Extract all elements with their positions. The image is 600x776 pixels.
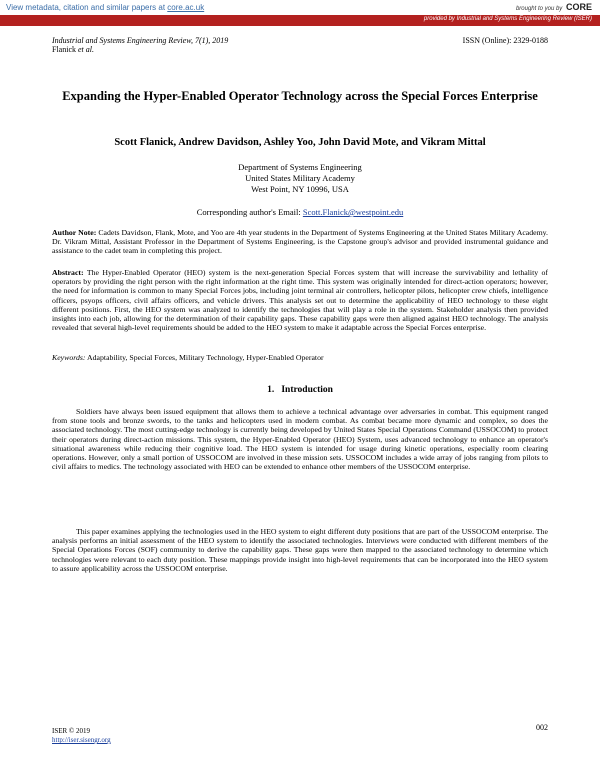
- affiliation-academy: United States Military Academy: [245, 173, 355, 183]
- abstract: [52, 268, 548, 332]
- corresponding-author: Corresponding author's Email: Scott.Flanick@westpoint.edu: [196, 207, 404, 217]
- issn: ISSN (Online): 2329-0188: [462, 36, 548, 45]
- brought-to-you-by: brought to you by CORE: [515, 2, 592, 12]
- author-note: [52, 228, 548, 256]
- corresponding-email-link[interactable]: Scott.Flanick@westpoint.edu: [302, 207, 404, 217]
- keywords-text: Adaptability, Special Forces, Military Technology, Hyper-Enabled Operator: [87, 353, 324, 362]
- footer-copyright: ISER © 2019: [52, 727, 90, 735]
- abstract-label: Abstract:: [52, 268, 84, 277]
- footer-url-link[interactable]: http://iser.sisengr.org: [52, 736, 111, 744]
- author-note-label: Author Note:: [52, 228, 97, 237]
- affiliation-city: West Point, NY 10996, USA: [251, 184, 349, 194]
- affiliation-dept: Department of Systems Engineering: [238, 162, 362, 172]
- provider-text[interactable]: provided by Industrial and Systems Engineering Review (ISER): [423, 16, 592, 22]
- footer: [52, 727, 111, 745]
- running-author: Flanick et al.: [52, 45, 94, 54]
- author-note-text: Cadets Davidson, Flank, Mote, and Yoo are 4th year students in the Department of Systems Engineering at the United States Military Academy. Dr. Vikram Mittal, Assistant Professor in the Department of Systems Engineering, is the Capstone group's advisor and provided instrumental guidance and assistance to the cadet team in completing this project.: [52, 228, 549, 256]
- author-list: Scott Flanick, Andrew Davidson, Ashley Yoo, John David Mote, and Vikram Mittal: [114, 137, 486, 148]
- core-metadata-link[interactable]: View metadata, citation and similar papers at core.ac.uk: [6, 3, 205, 12]
- abstract-text: The Hyper-Enabled Operator (HEO) system is the next-generation Special Forces system that will increase the survivability and lethality of operators by providing the right person with the right information at the right time. This system was originally intended for direct-action operators; however, the need for information is common to many Special Forces jobs, including joint terminal air controllers, helicopter pilots, helicopter crew chiefs, intelligence officers, psyops officers, civil affairs officers, and vehicle drivers. This analysis set out to determine the applicability of HEO technology to these eight different positions. First, the HEO system was analyzed to identify the technologies that will play a role in the system. Stakeholder analysis then provided insights into each job, allowing for the determination of their capability gaps. These capability gaps were then aligned against HEO technology. The analysis revealed that several high-level requirements should be added to the HEO system to make it adaptable across the Special Forces enterprise.: [52, 268, 549, 333]
- keywords-label: Keywords:: [52, 353, 86, 362]
- running-header-left: [52, 36, 228, 54]
- paper-title: Expanding the Hyper-Enabled Operator Technology across the Special Forces Enterprise: [62, 89, 538, 103]
- intro-paragraph-2: This paper examines applying the technologies used in the HEO system to eight different duty positions that are part of the USSOCOM enterprise. The analysis performs an initial assessment of the HEO system to identify the associated technologies. Interviews were conducted with different members of the Special Operations Forces (SOF) community to derive the capability gaps. These gaps were then mapped to the associated technology to determine which technologies were relevant to each duty position. These mappings provide insight into high-level requirements that can be incorporated into the HEO system to assure applicability across the USSOCOM enterprise.: [52, 527, 548, 573]
- provider-bar: [0, 15, 600, 26]
- core-banner: [0, 0, 600, 14]
- section-heading-introduction: 1. Introduction: [267, 385, 333, 395]
- keywords: [52, 353, 548, 362]
- affiliation: [52, 162, 548, 195]
- page-number: 002: [536, 723, 548, 732]
- journal-citation: Industrial and Systems Engineering Review, 7(1), 2019: [52, 36, 229, 45]
- intro-paragraph-1: Soldiers have always been issued equipment that allows them to achieve a technical advantage over adversaries in combat. This equipment ranged from stone tools and bronze swords, to the tanks and helicopters used in modern combat. As combat became more dynamic and complex, so does the associated technology. The most cutting-edge technology is currently being developed by United States Special Operations Command (USSOCOM) to protect their operators during direct-action missions. This system, the Hyper-Enabled Operator (HEO) System, uses advanced technology to enhance an operator's situational awareness while reducing their cognitive load. The HEO system is intended for usage during kinetic operations, especially room clearing operations. However, only a small portion of USSOCOM are involved in these mission sets. USSOCOM includes a wide array of jobs ranging from pilots to civil affairs to medics. The technology associated with HEO can be extended to enhance other members of the USSOCOM enterprise.: [52, 407, 548, 472]
- core-domain-link[interactable]: core.ac.uk: [167, 3, 205, 12]
- core-logo[interactable]: CORE: [565, 2, 592, 12]
